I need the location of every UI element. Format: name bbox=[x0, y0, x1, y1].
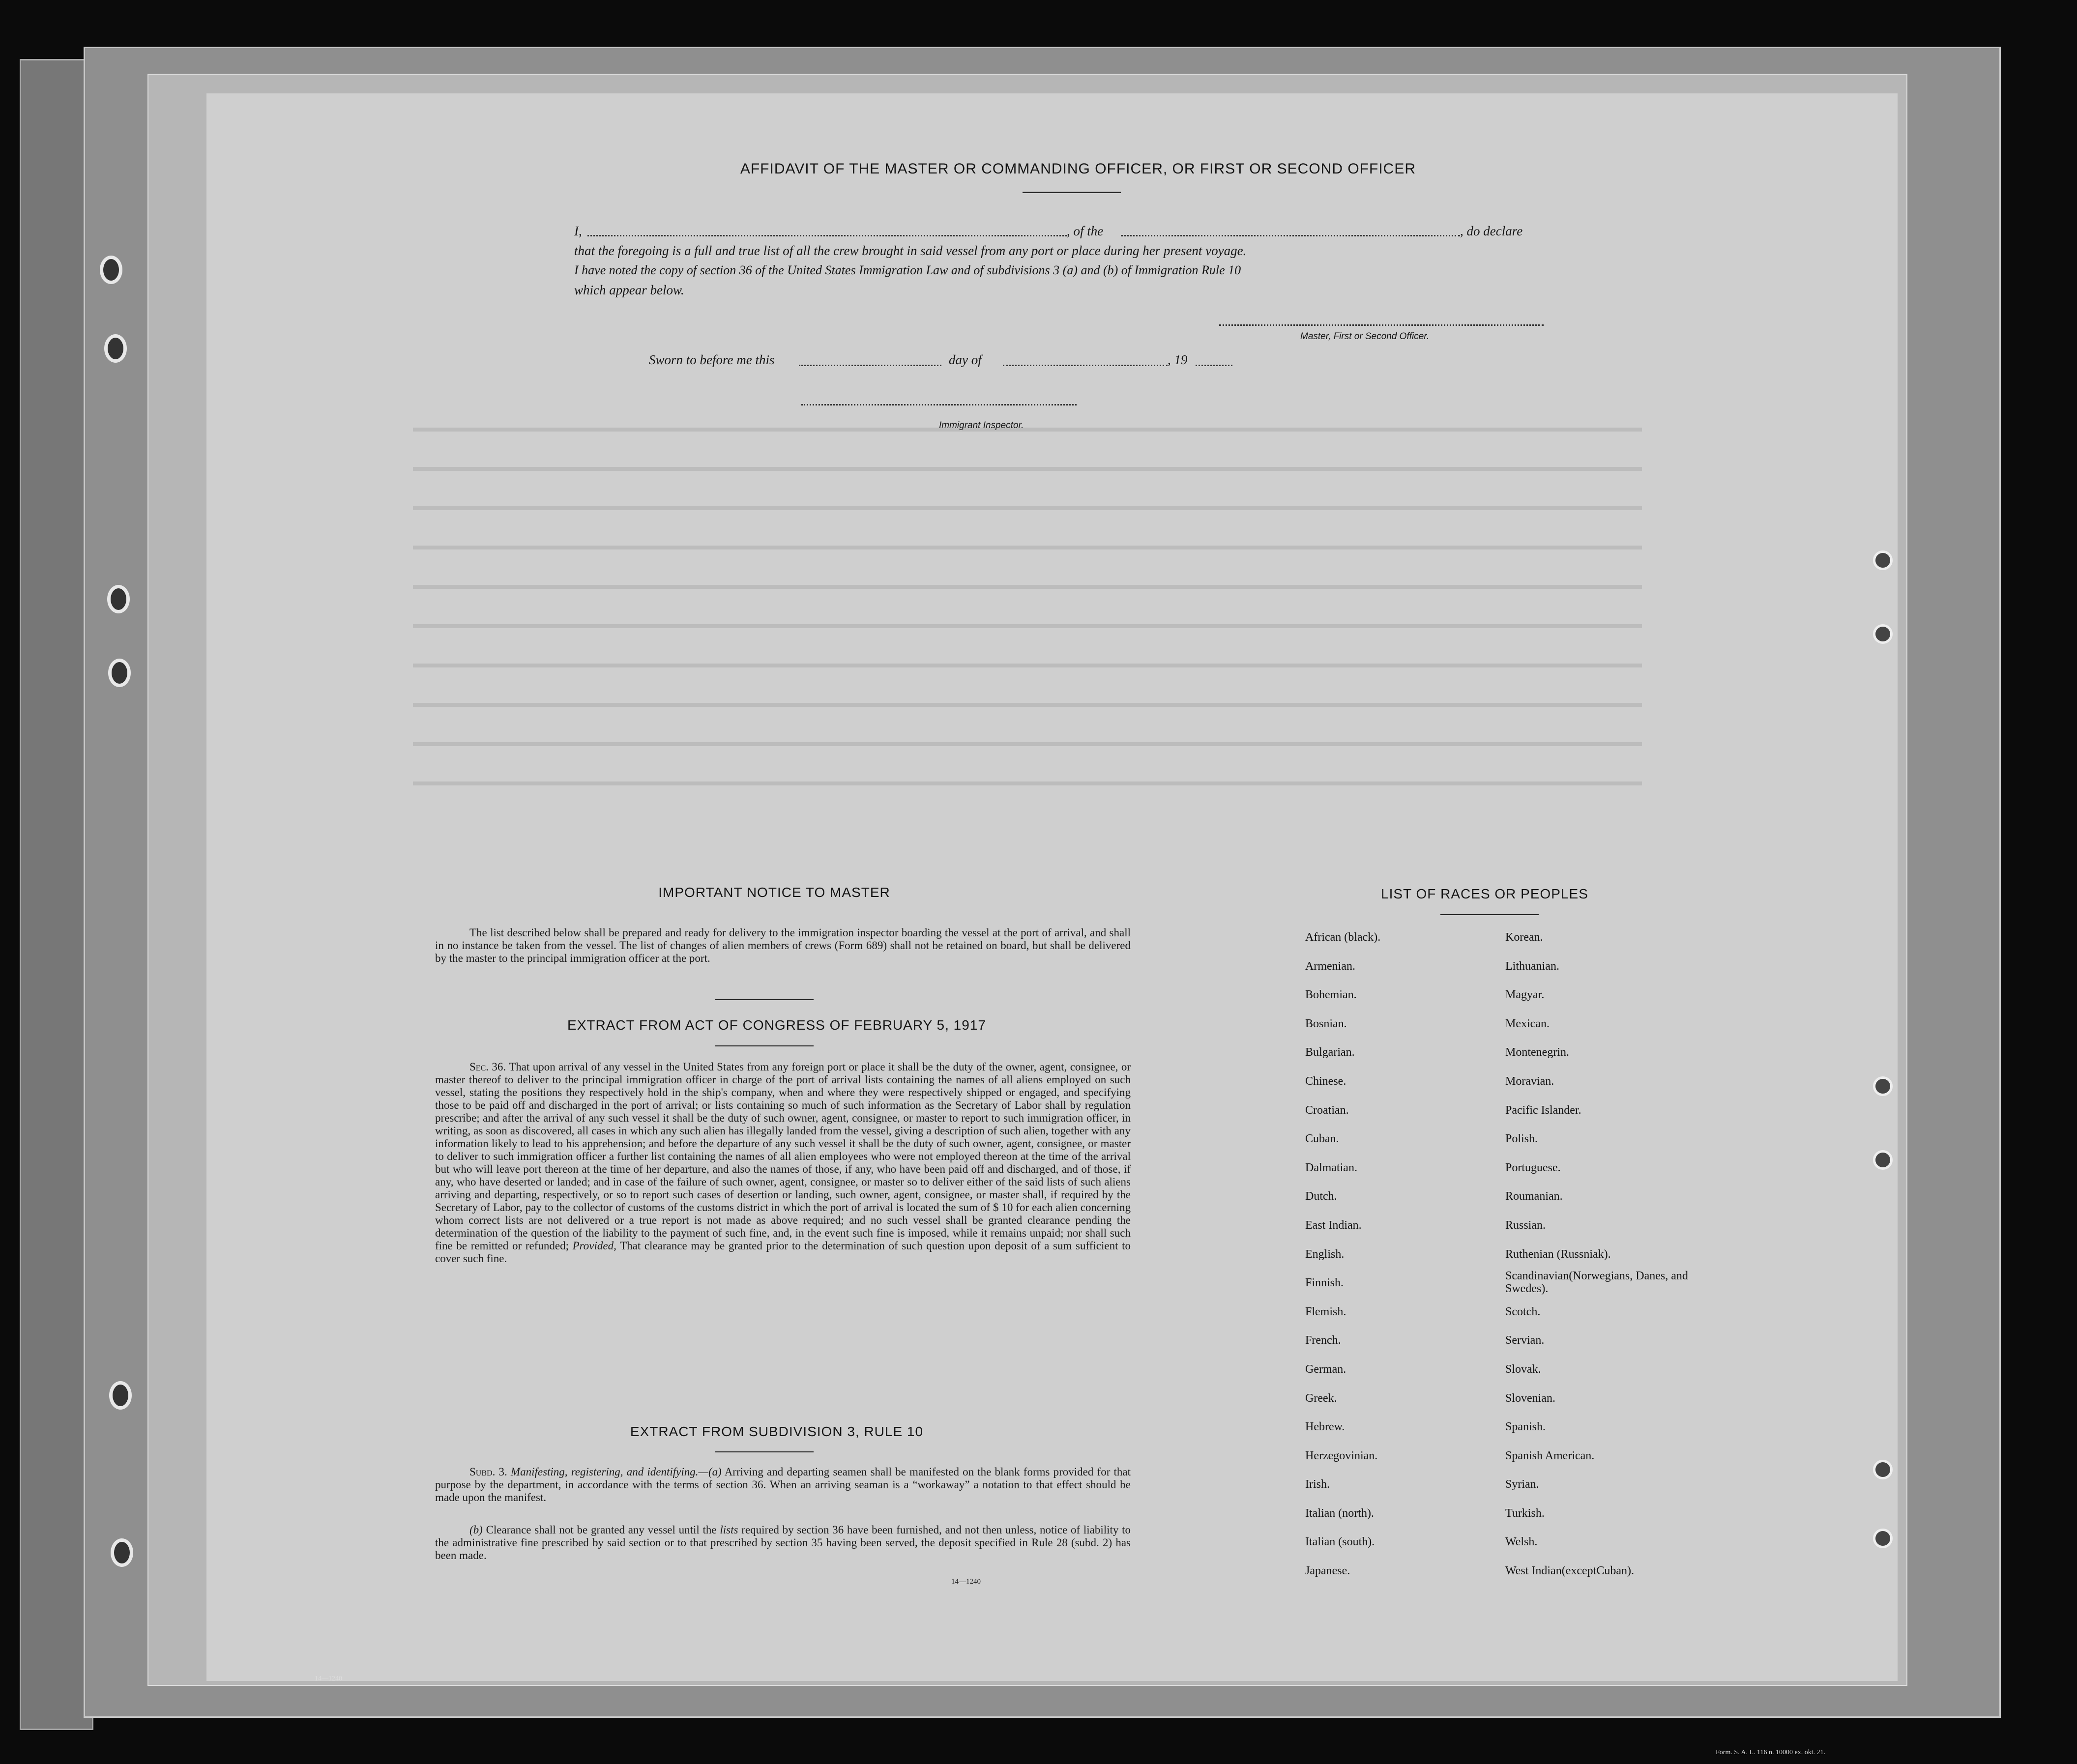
section-label: Sec. 36. bbox=[469, 1061, 506, 1073]
affidavit-statement-line: I have noted the copy of section 36 of the United States Immigration Law and of subdivisions 3 (a) and (b) of Immigration Rule 10 bbox=[574, 263, 1241, 277]
punch-hole-icon bbox=[1873, 624, 1893, 644]
affidavit-of-the: , of the bbox=[1067, 224, 1104, 238]
master-signature-field bbox=[1219, 324, 1544, 326]
race-item: Scandinavian(Norwegians, Danes, and Swedes). bbox=[1505, 1270, 1688, 1296]
act-extract-title: EXTRACT FROM ACT OF CONGRESS OF FEBRUARY 5, 1917 bbox=[567, 1017, 986, 1033]
section-rule bbox=[715, 999, 814, 1000]
race-item: Spanish. bbox=[1505, 1420, 1546, 1434]
para-a-label: —(a) bbox=[698, 1466, 722, 1478]
master-signature-label: Master, First or Second Officer. bbox=[1300, 331, 1430, 342]
bottom-right-code: Form. S. A. L. 116 n. 10000 ex. okt. 21. bbox=[1716, 1749, 1826, 1756]
race-item: Flemish. bbox=[1305, 1305, 1346, 1318]
race-item: Mexican. bbox=[1505, 1017, 1550, 1030]
section-rule bbox=[715, 1045, 814, 1046]
notice-title: IMPORTANT NOTICE TO MASTER bbox=[658, 885, 890, 900]
binder-ring-icon bbox=[109, 1381, 132, 1410]
race-item: Bosnian. bbox=[1305, 1017, 1347, 1030]
vessel-field bbox=[1121, 235, 1460, 236]
race-item: Syrian. bbox=[1505, 1478, 1539, 1491]
race-item: Lithuanian. bbox=[1505, 959, 1559, 973]
race-item: Korean. bbox=[1505, 931, 1543, 944]
inspector-label: Immigrant Inspector. bbox=[939, 420, 1024, 431]
race-item: Irish. bbox=[1305, 1478, 1330, 1491]
para-b-text-1: Clearance shall not be granted any vessel until the bbox=[486, 1524, 717, 1536]
section-rule bbox=[1440, 914, 1539, 915]
punch-hole-icon bbox=[1873, 550, 1893, 570]
affidavit-declare: , do declare bbox=[1460, 224, 1523, 238]
races-column-1 bbox=[1305, 923, 1482, 1586]
race-item: Polish. bbox=[1505, 1132, 1538, 1146]
affidavit-title: AFFIDAVIT OF THE MASTER OR COMMANDING OFFICER, OR FIRST OR SECOND OFFICER bbox=[740, 161, 1416, 177]
para-b-label: (b) bbox=[469, 1524, 483, 1536]
race-item: Greek. bbox=[1305, 1391, 1337, 1405]
race-item: Italian (north). bbox=[1305, 1506, 1374, 1520]
subdivision-label: Subd. 3. bbox=[469, 1466, 507, 1478]
sworn-year: , 19 bbox=[1168, 352, 1188, 367]
para-a-text: Arriving and departing seamen shall be manifested on the blank forms provided for that purpose by the department, in accordance with the terms of section 36. When an arriving seaman is a “workaway” a notation to that effect should be made upon the manifest. bbox=[435, 1466, 1131, 1504]
binder-ring-icon bbox=[108, 659, 131, 687]
race-item: Welsh. bbox=[1505, 1535, 1538, 1549]
binder-ring-icon bbox=[104, 334, 127, 363]
binder-ring-icon bbox=[100, 256, 122, 284]
race-item: Armenian. bbox=[1305, 959, 1355, 973]
races-title: LIST OF RACES OR PEOPLES bbox=[1381, 886, 1588, 901]
race-item: Slovak. bbox=[1505, 1362, 1541, 1376]
para-b-lists: lists bbox=[720, 1524, 738, 1536]
race-item: English. bbox=[1305, 1247, 1345, 1261]
race-item: Cuban. bbox=[1305, 1132, 1339, 1146]
affidavit-i: I, bbox=[574, 224, 582, 238]
affidavit-statement-line: which appear below. bbox=[574, 283, 684, 297]
punch-hole-icon bbox=[1873, 1076, 1893, 1096]
sworn-day-field bbox=[799, 365, 941, 366]
race-item: Magyar. bbox=[1505, 988, 1545, 1002]
rule-extract-para-a bbox=[435, 1466, 1131, 1504]
sworn-day-of: day of bbox=[949, 352, 982, 367]
sworn-month-field bbox=[1003, 365, 1168, 366]
punch-hole-icon bbox=[1873, 1150, 1893, 1170]
race-item: Pacific Islander. bbox=[1505, 1103, 1581, 1117]
punch-hole-icon bbox=[1873, 1460, 1893, 1479]
rule-extract-title: EXTRACT FROM SUBDIVISION 3, RULE 10 bbox=[630, 1424, 924, 1439]
para-b-text-2: required by section 36 have been furnished, and not then unless, notice of liability to the administrative fine prescribed by said section or to that prescribed by section 35 having been served, the deposit specified in Rule 28 (subd. 2) has been made. bbox=[435, 1524, 1131, 1562]
form-number: 14—1240 bbox=[951, 1578, 981, 1586]
race-item: Dalmatian. bbox=[1305, 1161, 1357, 1174]
race-item: Italian (south). bbox=[1305, 1535, 1375, 1549]
notice-text: The list described below shall be prepared and ready for delivery to the immigration inspector boarding the vessel at the port of arrival, and shall in no instance be taken from the vessel. The list of changes of alien members of crews (Form 689) shall not be retained on board, but shall be delivered by the master to the principal immigration officer at the port. bbox=[435, 926, 1131, 964]
section-36-text: That upon arrival of any vessel in the United States from any foreign port or place it shall be the duty of the owner, agent, consignee, or master thereof to deliver to the principal immigration officer in charge of the port of arrival lists containing the names of all aliens employed on such vessel, stating the positions they respectively hold in the ship's company, when and where they were respectively shipped or engaged, and specifying those to be paid off and discharged in the port of arrival; or lists containing so much of such information as the Secretary of Labor shall by regulation prescribe; and after the arrival of any such vessel it shall be the duty of such owner, agent, consignee, or master to report to such immigration officer, in writing, as soon as discovered, all cases in which any such alien has illegally landed from the vessel, giving a description of such alien, together with any information likely to lead to his apprehension; and before the departure of any such vessel it shall be the duty of such owner, agent, consignee, or master to deliver to such immigration officer a further list containing the names of all alien employees who were not employed thereon at the time of the arrival but who will leave port thereon at the time of her departure, and also the names of those, if any, who have been paid off and discharged, and of those, if any, who have deserted or landed; and in case of the failure of such owner, agent, consignee, or master so to deliver either of the said lists of such aliens arriving and departing, respectively, or so to report such cases of desertion or landing, such owner, agent, consignee, or master shall, if required by the Secretary of Labor, pay to the collector of customs of the customs district in which the port of arrival is located the sum of $ 10 for each alien concerning whom correct lists are not delivered or a true report is not made as above required; and no such vessel shall be granted clearance pending the determination of the question of the liability to the payment of such fine, and, in the event such fine is imposed, while it remains unpaid; nor shall such fine be remitted or refunded; bbox=[435, 1061, 1131, 1252]
section-rule bbox=[715, 1451, 814, 1452]
race-item: Slovenian. bbox=[1505, 1391, 1555, 1405]
race-item: Finnish. bbox=[1305, 1276, 1344, 1290]
race-item: Servian. bbox=[1505, 1334, 1545, 1347]
binder-ring-icon bbox=[107, 585, 130, 613]
subdivision-heading: Manifesting, registering, and identifying. bbox=[510, 1466, 699, 1478]
races-column-2 bbox=[1505, 923, 1712, 1586]
binder-ring-icon bbox=[111, 1538, 133, 1567]
race-item: Moravian. bbox=[1505, 1074, 1554, 1088]
race-item: East Indian. bbox=[1305, 1218, 1362, 1232]
race-item: West Indian(exceptCuban). bbox=[1505, 1564, 1634, 1578]
race-item: Ruthenian (Russniak). bbox=[1505, 1247, 1611, 1261]
bottom-left-code: 14—1240 bbox=[315, 1675, 342, 1682]
name-field bbox=[587, 235, 1067, 236]
affidavit-page bbox=[206, 93, 1898, 1681]
proviso-label: Provided, bbox=[572, 1240, 616, 1252]
punch-hole-icon bbox=[1873, 1529, 1893, 1548]
inspector-signature-field bbox=[801, 404, 1077, 405]
binder-edge bbox=[20, 59, 93, 1730]
race-item: Turkish. bbox=[1505, 1506, 1545, 1520]
rule-extract-para-b bbox=[435, 1524, 1131, 1562]
race-item: Scotch. bbox=[1505, 1305, 1541, 1318]
race-item: Japanese. bbox=[1305, 1564, 1350, 1578]
race-item: Bulgarian. bbox=[1305, 1046, 1355, 1059]
race-item: Herzegovinian. bbox=[1305, 1449, 1378, 1462]
race-item: Croatian. bbox=[1305, 1103, 1349, 1117]
race-item: Hebrew. bbox=[1305, 1420, 1345, 1434]
race-item: Roumanian. bbox=[1505, 1190, 1563, 1203]
race-item: Portuguese. bbox=[1505, 1161, 1561, 1174]
sworn-prefix: Sworn to before me this bbox=[649, 352, 775, 367]
race-item: Russian. bbox=[1505, 1218, 1546, 1232]
sworn-year-field bbox=[1196, 365, 1232, 366]
race-item: African (black). bbox=[1305, 931, 1381, 944]
act-extract-text bbox=[435, 1061, 1131, 1265]
race-item: Dutch. bbox=[1305, 1190, 1337, 1203]
race-item: Montenegrin. bbox=[1505, 1046, 1569, 1059]
proviso-text: That clearance may be granted prior to the determination of such question upon deposit of a sum sufficient to cover such fine. bbox=[435, 1240, 1131, 1265]
title-rule bbox=[1023, 192, 1121, 193]
race-item: Spanish American. bbox=[1505, 1449, 1595, 1462]
race-item: Chinese. bbox=[1305, 1074, 1346, 1088]
race-item: German. bbox=[1305, 1362, 1346, 1376]
race-item: French. bbox=[1305, 1334, 1341, 1347]
affidavit-statement-line: that the foregoing is a full and true list of all the crew brought in said vessel from any port or place during her present voyage. bbox=[574, 243, 1247, 258]
race-item: Bohemian. bbox=[1305, 988, 1357, 1002]
